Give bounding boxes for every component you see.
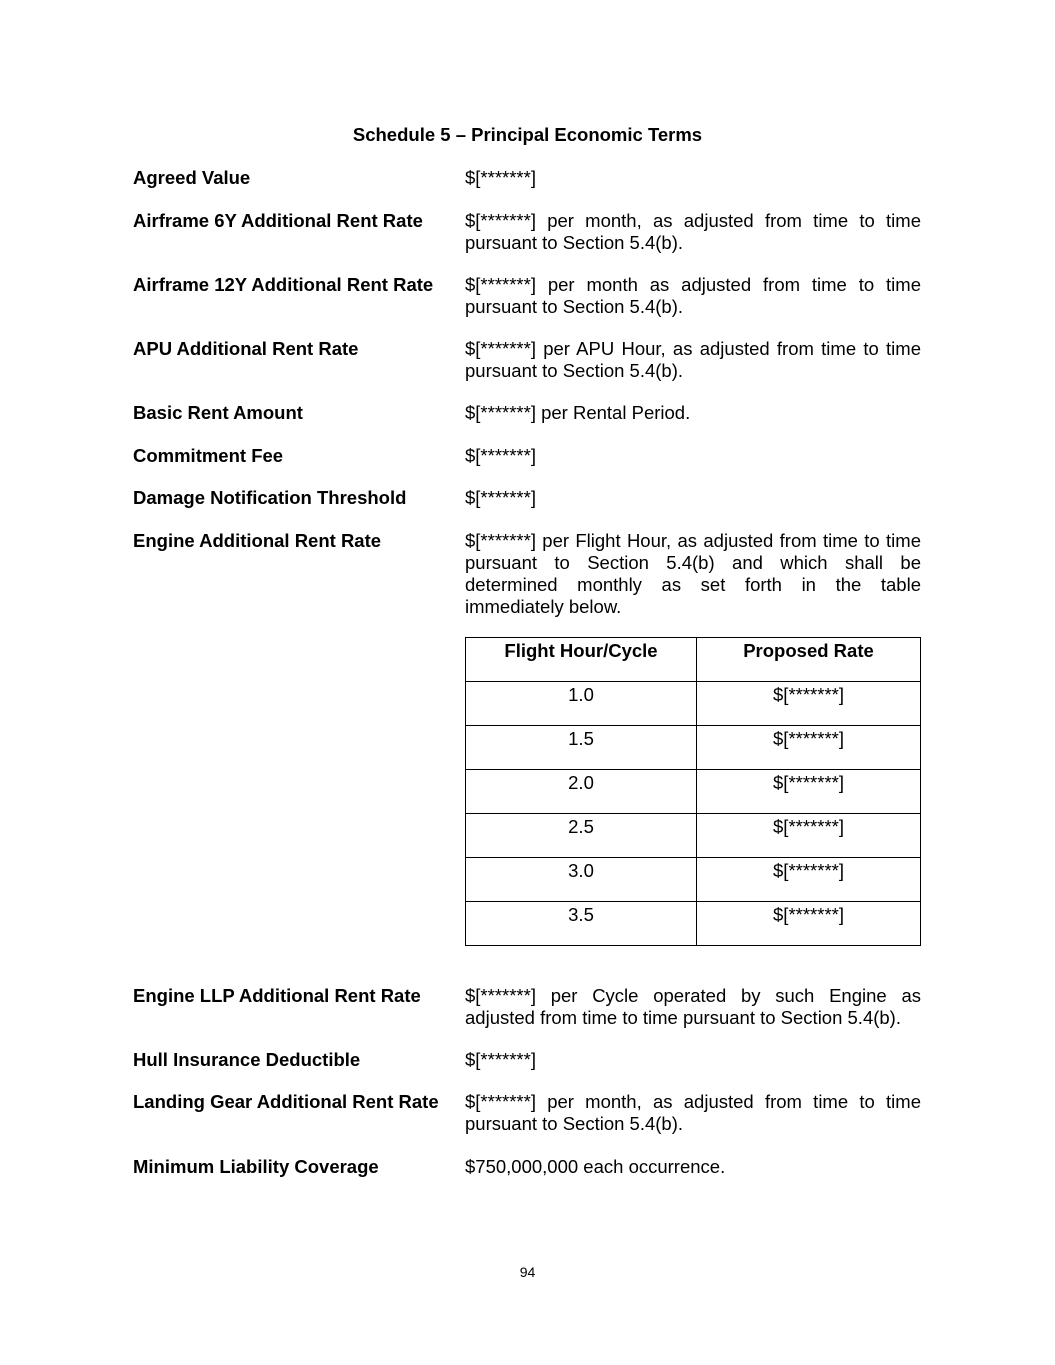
table-row xyxy=(466,682,921,726)
table-cell: $[*******] xyxy=(697,770,921,814)
table-header: Proposed Rate xyxy=(697,638,921,682)
term-value: $[*******] xyxy=(465,167,536,188)
page-title: Schedule 5 – Principal Economic Terms xyxy=(352,124,703,145)
table-cell: $[*******] xyxy=(697,682,921,726)
table-header: Flight Hour/Cycle xyxy=(466,638,697,682)
term-label: Hull Insurance Deductible xyxy=(133,1049,361,1070)
table-cell: 2.5 xyxy=(466,814,697,858)
term-value: $[*******] per month, as adjusted from time to time pursuant to Section 5.4(b). xyxy=(465,210,921,253)
term-value: $[*******] per Rental Period. xyxy=(465,402,691,423)
table-cell: $[*******] xyxy=(697,726,921,770)
table-row xyxy=(466,902,921,946)
term-label: Basic Rent Amount xyxy=(133,402,303,423)
term-value: $[*******] xyxy=(465,487,536,508)
table-cell: 1.0 xyxy=(466,682,697,726)
table-row xyxy=(466,726,921,770)
term-value: $[*******] xyxy=(465,445,536,466)
table-cell: $[*******] xyxy=(697,814,921,858)
term-value: $[*******] xyxy=(465,1049,536,1070)
term-label: Agreed Value xyxy=(133,167,251,188)
table-row xyxy=(466,770,921,814)
term-label: Commitment Fee xyxy=(133,445,284,466)
table-cell: 1.5 xyxy=(466,726,697,770)
term-label: Damage Notification Threshold xyxy=(133,487,407,508)
term-label: APU Additional Rent Rate xyxy=(133,338,359,359)
term-value: $[*******] per APU Hour, as adjusted from time to time pursuant to Section 5.4(b). xyxy=(465,338,921,381)
table-header-row xyxy=(466,638,921,682)
term-label: Engine Additional Rent Rate xyxy=(133,530,382,551)
table-cell: 2.0 xyxy=(466,770,697,814)
term-label: Landing Gear Additional Rent Rate xyxy=(133,1091,439,1112)
term-value: $[*******] per Cycle operated by such Engine as adjusted from time to time pursuant to Section 5.4(b). xyxy=(465,985,921,1028)
term-label: Minimum Liability Coverage xyxy=(133,1156,379,1177)
term-value: $[*******] per Flight Hour, as adjusted from time to time pursuant to Section 5.4(b) and which shall be determined monthly as set forth in the table immediately below. xyxy=(465,530,921,617)
table-cell: $[*******] xyxy=(697,902,921,946)
table-cell: 3.5 xyxy=(466,902,697,946)
flight-hour-rate-table xyxy=(465,637,921,946)
term-label: Engine LLP Additional Rent Rate xyxy=(133,985,421,1006)
table-row xyxy=(466,858,921,902)
page-number: 94 xyxy=(519,1264,536,1280)
table-row xyxy=(466,814,921,858)
term-value: $[*******] per month, as adjusted from time to time pursuant to Section 5.4(b). xyxy=(465,1091,921,1134)
term-label: Airframe 12Y Additional Rent Rate xyxy=(133,274,434,295)
term-value: $[*******] per month as adjusted from time to time pursuant to Section 5.4(b). xyxy=(465,274,921,317)
term-value: $750,000,000 each occurrence. xyxy=(465,1156,726,1177)
term-label: Airframe 6Y Additional Rent Rate xyxy=(133,210,423,231)
table-cell: 3.0 xyxy=(466,858,697,902)
table-cell: $[*******] xyxy=(697,858,921,902)
